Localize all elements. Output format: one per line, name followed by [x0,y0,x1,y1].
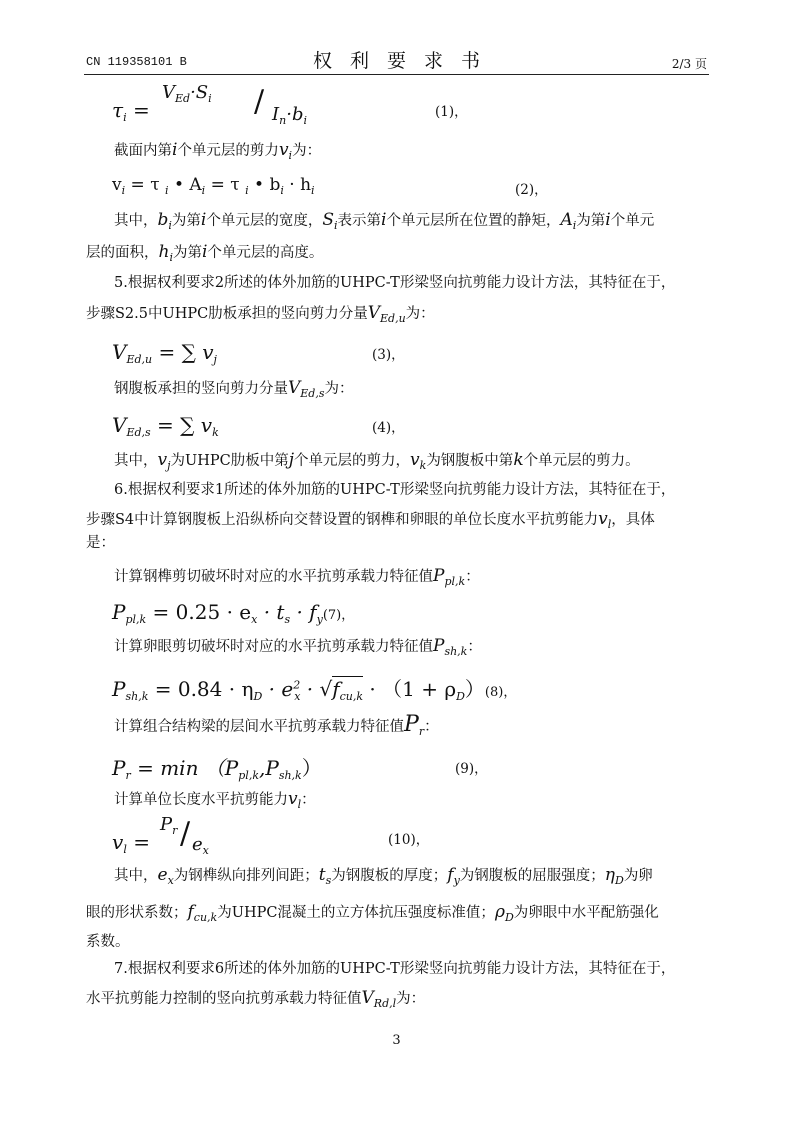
variable-definitions-2: 其中，$v_j$为UHPC肋板中第j个单元层的剪力，$v_k$为钢腹板中第k个单元层的剪力。 [114,450,640,472]
shear-force-intro: 截面内第i个单元层的剪力$v_i$为： [114,140,322,162]
equation-2-number: (2)， [515,182,548,198]
equation-2: $v_i = \tau$ $_i$ • $A_i = \tau$ $_i$ • $b_i \cdot h_i$ [112,175,315,197]
equation-7: $P_{pl,k} = 0.25 \cdot e_x \cdot t_s \cdot f_y(7)$， [112,600,355,626]
claim-6: 6.根据权利要求1所述的体外加筋的UHPC-T形梁竖向抗剪能力设计方法，其特征在于， [114,482,676,498]
equation-8: $P_{sh,k} = 0.84 \cdot \eta_D \cdot e^2_x \cdot √f_{cu,k} \cdot (1 + \rho_D)(8)$， [112,677,517,703]
variable-definitions-3-cont2: 系数。 [86,934,130,950]
equation-3-number: (3)， [372,347,405,363]
variable-definitions-1: 其中，$b_i$为第i个单元层的宽度，$S_i$表示第i个单元层所在位置的静矩，$A_i$为第i个单元 [114,210,655,232]
equation-9-number: (9)， [455,761,488,777]
claim-6-cont2: 是： [86,535,115,551]
equation-4-number: (4)， [372,420,405,436]
page-indicator: 2/3 页 [671,57,707,71]
pr-intro: 计算组合结构梁的层间水平抗剪承载力特征值$P_r$： [114,712,439,738]
equation-9: $P_r = \min (P_{pl,k},P_{sh,k})$ [112,756,322,782]
psh-intro: 计算卵眼剪切破坏时对应的水平抗剪承载力特征值$P_{sh,k}$： [114,636,482,658]
variable-definitions-3-cont: 眼的形状系数；$f_{cu,k}$为UHPC混凝土的立方体抗压强度标准值；$\rho_D$为卵眼中水平配筋强化 [86,902,659,924]
claim-5-cont: 步骤S2.5中UHPC肋板承担的竖向剪力分量$V_{Ed,u}$为： [86,303,435,325]
header-divider [84,74,709,75]
variable-definitions-1-cont: 层的面积，$h_i$为第i个单元层的高度。 [86,242,324,264]
section-title: 权利要求书 [312,50,498,72]
equation-4: $V_{Ed,s}$ = ∑ $v_k$ [112,413,219,439]
claim-7: 7.根据权利要求6所述的体外加筋的UHPC-T形梁竖向抗剪能力设计方法，其特征在于， [114,961,676,977]
vl-intro: 计算单位长度水平抗剪能力$v_l$： [114,789,316,811]
variable-definitions-3: 其中，$e_x$为钢榫纵向排列间距；$t_s$为钢腹板的厚度；$f_y$为钢腹板的屈服强度；$\eta_D$为卵 [114,865,653,887]
steel-web-shear-intro: 钢腹板承担的竖向剪力分量$V_{Ed,s}$为： [114,378,354,400]
claim-6-cont: 步骤S4中计算钢腹板上沿纵桥向交替设置的钢榫和卵眼的单位长度水平抗剪能力$v_l$，具体 [86,509,655,531]
ppl-intro: 计算钢榫剪切破坏时对应的水平抗剪承载力特征值$P_{pl,k}$： [114,566,480,588]
claim-5: 5.根据权利要求2所述的体外加筋的UHPC-T形梁竖向抗剪能力设计方法，其特征在于， [114,275,676,291]
claim-7-cont: 水平抗剪能力控制的竖向抗剪承载力特征值$V_{Rd,l}$为： [86,988,426,1010]
equation-1-number: (1)， [435,104,468,120]
equation-3: $V_{Ed,u}$ = ∑ $v_j$ [112,340,217,366]
page-number: 3 [392,1033,401,1048]
patent-number: CN 119358101 B [86,55,187,69]
equation-10-number: (10)， [388,832,430,848]
